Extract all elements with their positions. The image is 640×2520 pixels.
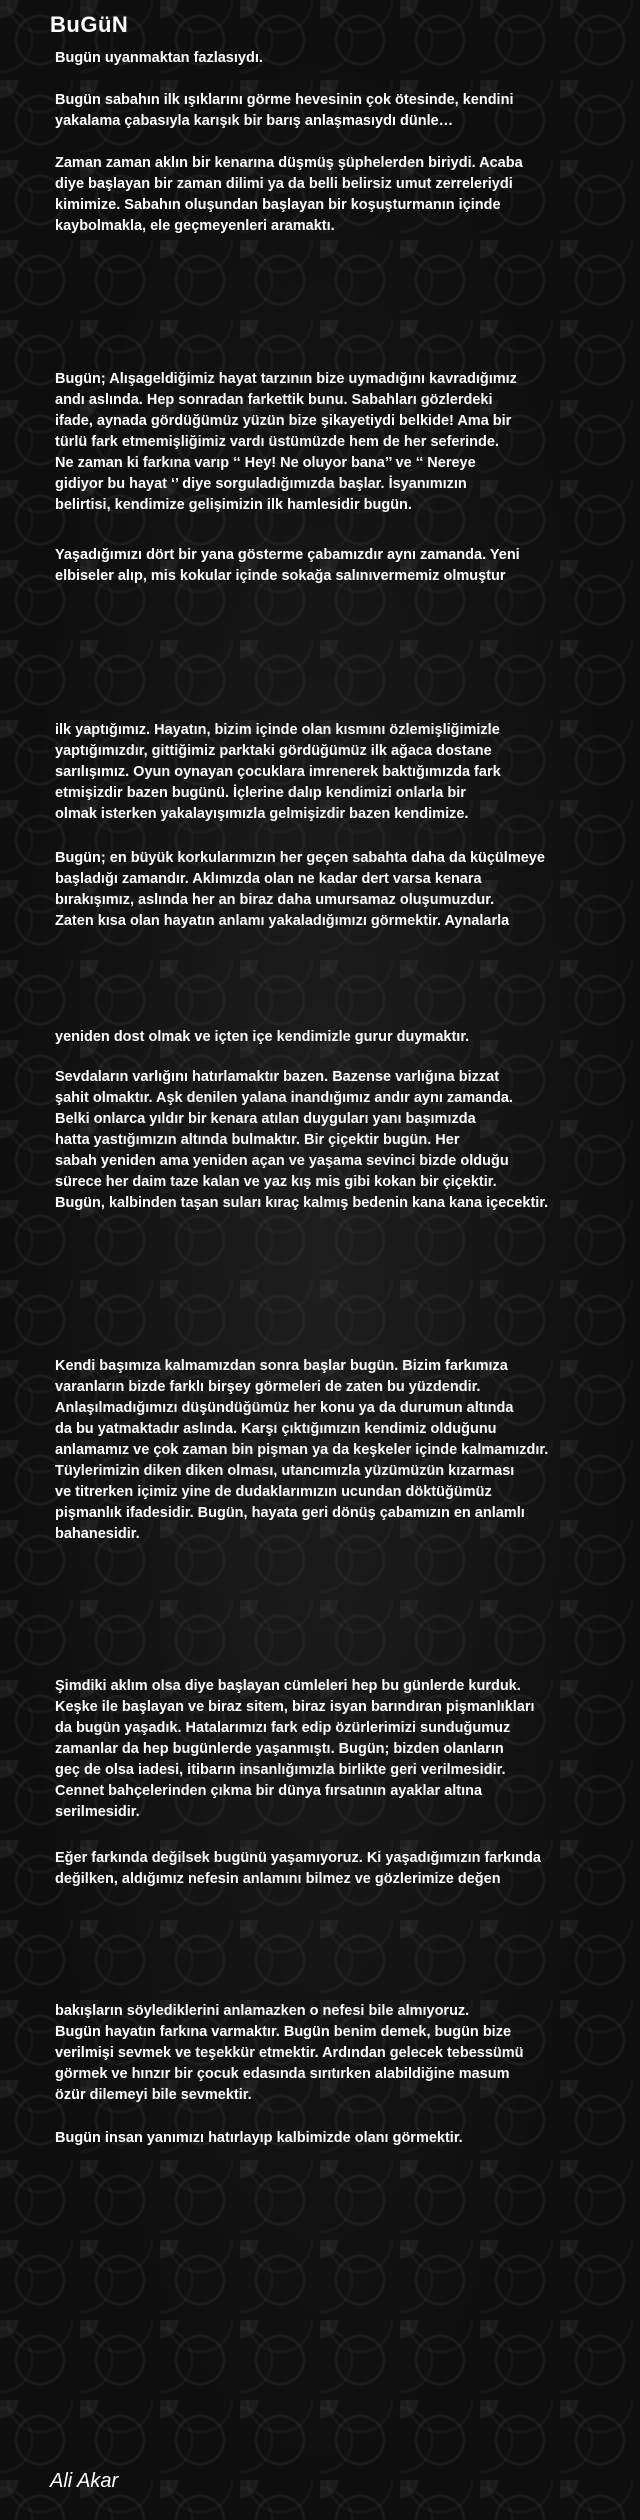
poem-paragraph: Yaşadığımızı dört bir yana gösterme çabamızdır aynı zamanda. Yeni elbiseler alıp, mis kokular içinde sokağa salınıvermemiz olmuştur xyxy=(55,547,520,584)
poem-paragraph: Bugün insan yanımızı hatırlayıp kalbimizde olanı görmektir. xyxy=(55,2130,463,2146)
poem-paragraph: Kendi başımıza kalmamızdan sonra başlar bugün. Bizim farkımıza varanların bizde farklı birşey görmeleri de zaten bu yüzdendir. Anlaşılmadığımızı düşündüğümüz her konu ya da durumun altında da bu yatmaktadır aslında. Karşı çıktığımızın kendimiz olduğunu anlamamız ve çok zaman bin pişman ya da keşkeler içinde kalmamızdır. Tüylerimizin diken diken olması, utancımızla yüzümüzün kızarması ve titrerken içimiz yine de dudaklarımızın ucundan döktüğümüz pişmanlık ifadesidir. Bugün, hayata geri dönüş çabamızın en anlamlı bahanesidir. xyxy=(55,1358,549,1542)
poem-paragraph: Bugün uyanmaktan fazlasıydı. xyxy=(55,50,263,66)
poem-paragraph: Sevdaların varlığını hatırlamaktır bazen. Bazense varlığına bizzat şahit olmaktır. Aşk denilen yalana inandığımız andır aynı zamanda. Belki onlarca yıldır bir kenara atılan duyguları yanı başımızda hatta yastığımızın altında bulmaktır. Bir çiçektir bugün. Her sabah yeniden ama yeniden açan ve yaşama sevinci bizde olduğu sürece her daim taze kalan ve yaz kış mis gibi kokan bir çiçektir. Bugün, kalbinden taşan suları kıraç kalmış bedenin kana kana içecektir. xyxy=(55,1069,549,1211)
poem-paragraph: Eğer farkında değilsek bugünü yaşamıyoruz. Ki yaşadığımızın farkında değilken, aldığımız nefesin anlamını bilmez ve gözlerimize değen xyxy=(55,1850,541,1887)
poem-title: BuGüN xyxy=(50,12,129,37)
poem-paragraph: yeniden dost olmak ve içten içe kendimizle gurur duymaktır. xyxy=(55,1029,470,1045)
poem-paragraph: Şimdiki aklım olsa diye başlayan cümleleri hep bu günlerde kurduk. Keşke ile başlayan ve biraz sitem, biraz isyan barındıran pişmanlıkları da bugün yaşadık. Hatalarımızı fark edip özürlerimizi sunduğumuz zamanlar da hep bugünlerde yaşanmıştı. Bugün; bizden olanların geç de olsa iadesi, itibarın insanlığımızla birlikte geri verilmesidir. Cennet bahçelerinden çıkma bir dünya fırsatının ayaklar altına serilmesidir. xyxy=(55,1678,535,1820)
poem-paragraph: Bugün; en büyük korkularımızın her geçen sabahta daha da küçülmeye başladığı zamandır. Aklımızda olan ne kadar dert varsa kenara bırakışımız, aslında her an biraz daha umursamaz oluşumuzdur. Zaten kısa olan hayatın anlamı yakaladığımızı görmektir. Aynalarla xyxy=(55,850,545,929)
poem-paragraph: Bugün; Alışageldiğimiz hayat tarzının bize uymadığını kavradığımız andı aslında. Hep sonradan farkettik bunu. Sabahları gözlerdeki ifade, aynada gördüğümüz yüzün bize şikayetiydi belkide! Ama bir türlü fark etmemişliğimiz vardı üstümüzde hem de her seferinde. Ne zaman ki farkına varıp ‘‘ Hey! Ne oluyor bana’’ ve ‘‘ Nereye gidiyor bu hayat ‘’ diye sorguladığımızda başlar. İsyanımızın belirtisi, kendimize gelişimizin ilk hamlesidir bugün. xyxy=(55,371,517,513)
author-signature: Ali Akar xyxy=(50,2470,119,2492)
poem-paragraph: Bugün sabahın ilk ışıklarını görme hevesinin çok ötesinde, kendini yakalama çabasıyla karışık bir barış anlaşmasıydı dünle… xyxy=(55,92,514,129)
poem-paragraph: bakışların söylediklerini anlamazken o nefesi bile almıyoruz. Bugün hayatın farkına varmaktır. Bugün benim demek, bugün bize verilmişi sevmek ve teşekkür etmektir. Ardından gelecek tebessümü görmek ve hınzır bir çocuk edasında sırıtırken alabildiğine masum özür dilemeyi bile sevmektir. xyxy=(55,2003,524,2103)
poem-paragraph: Zaman zaman aklın bir kenarına düşmüş şüphelerden biriydi. Acaba diye başlayan bir zaman dilimi ya da belli belirsiz umut zerreleriydi kimimize. Sabahın oluşundan başlayan bir koşuşturmanın içinde kaybolmakla, ele geçmeyenleri aramaktı. xyxy=(55,155,523,234)
poem-paragraph: ilk yaptığımız. Hayatın, bizim içinde olan kısmını özlemişliğimizle yaptığımızdır, gittiğimiz parktaki gördüğümüz ilk ağaca dostane sarılışımız. Oyun oynayan çocuklara imrenerek baktığımızda fark etmişizdir bazen bugünü. İçlerine dalıp kendimizi onlarla bir olmak isterken yakalayışımızla gelmişizdir bazen kendimize. xyxy=(55,722,501,822)
